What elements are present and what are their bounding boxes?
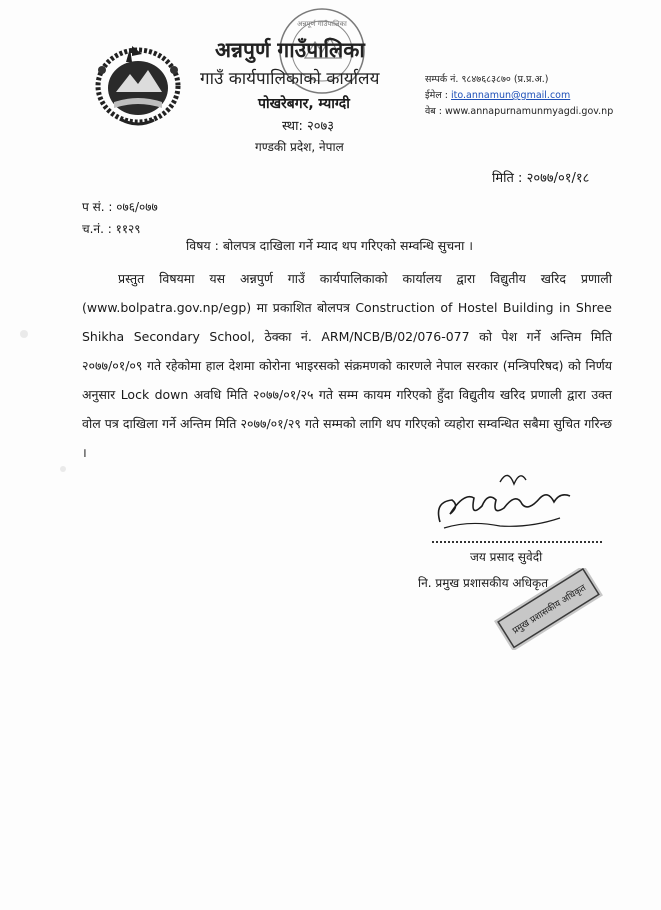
signatory-name: जय प्रसाद सुवेदी (470, 550, 543, 564)
office-location: पोखरेबगर, म्याग्दी (258, 96, 350, 112)
nepal-emblem-icon (92, 40, 184, 126)
body-paragraph: प्रस्तुत विषयमा यस अन्नपुर्ण गाउँ कार्यपालिकाको कार्यालय द्वारा विद्युतीय खरिद प्रणाली (www.bolpatra.gov.np/egp) मा प्रकाशित बोलपत्र Construction of Hostel Building in Shree Shikha Secondary School, ठेक्का नं. ARM/NCB/B/02/076-077 को पेश गर्ने अन्तिम मिति २०७७/०१/०९ गते रहेकोमा हाल देशमा कोरोना भाइरसको संक्रमणको कारणले नेपाल सरकार (मन्त्रिपरिषद) को निर्णय अनुसार Lock down अवधि मिति २०७७/०१/२५ गते सम्म कायम गरिएको हुँदा विद्युतीय खरिद प्रणाली द्वारा उक्त वोल पत्र दाखिला गर्ने अन्तिम मिति २०७७/०१/२९ गते सम्मको लागि थप गरिएको व्यहोरा सम्वन्धित सबैमा सुचित गरिन्छ । (82, 271, 612, 460)
stamp-text: प्रमुख प्रशासकीय अधिकृत (511, 583, 589, 637)
province: गण्डकी प्रदेश, नेपाल (255, 140, 344, 154)
handwritten-signature-icon (430, 462, 580, 542)
contact-website: वेब : www.annapurnamunmyagdi.gov.np (425, 106, 614, 117)
reference-number: प सं. : ०७६/०७७ (82, 200, 158, 214)
established-year: स्था: २०७३ (282, 119, 335, 134)
letter-body (82, 264, 612, 467)
dispatch-number: च.नं. : ११२९ (82, 222, 141, 236)
letter-subject: विषय : बोलपत्र दाखिला गर्ने म्याद थप गरिएको सम्वन्धि सुचना । (186, 238, 474, 253)
signature-line (432, 541, 602, 543)
contact-email-row (425, 88, 570, 101)
municipality-name: अन्नपुर्ण गाउँपालिका (215, 38, 365, 62)
office-name: गाउँ कार्यपालिकाको कार्यालय (200, 69, 380, 89)
official-stamp-icon (490, 568, 608, 650)
contact-email-label: ईमेल : (425, 90, 452, 101)
seal-text: अन्नपूर्ण गाउँपालिका (297, 20, 347, 28)
letter-date: मिति : २०७७/०१/१८ (492, 171, 590, 186)
signatory-title: नि. प्रमुख प्रशासकीय अधिकृत (418, 576, 549, 590)
scan-speck (60, 466, 66, 472)
scan-speck (20, 330, 28, 338)
contact-phone: सम्पर्क नं. ९८४७६८३८७० (प्र.प्र.अ.) (425, 74, 549, 85)
contact-email-link[interactable]: ito.annamun@gmail.com (451, 90, 571, 101)
